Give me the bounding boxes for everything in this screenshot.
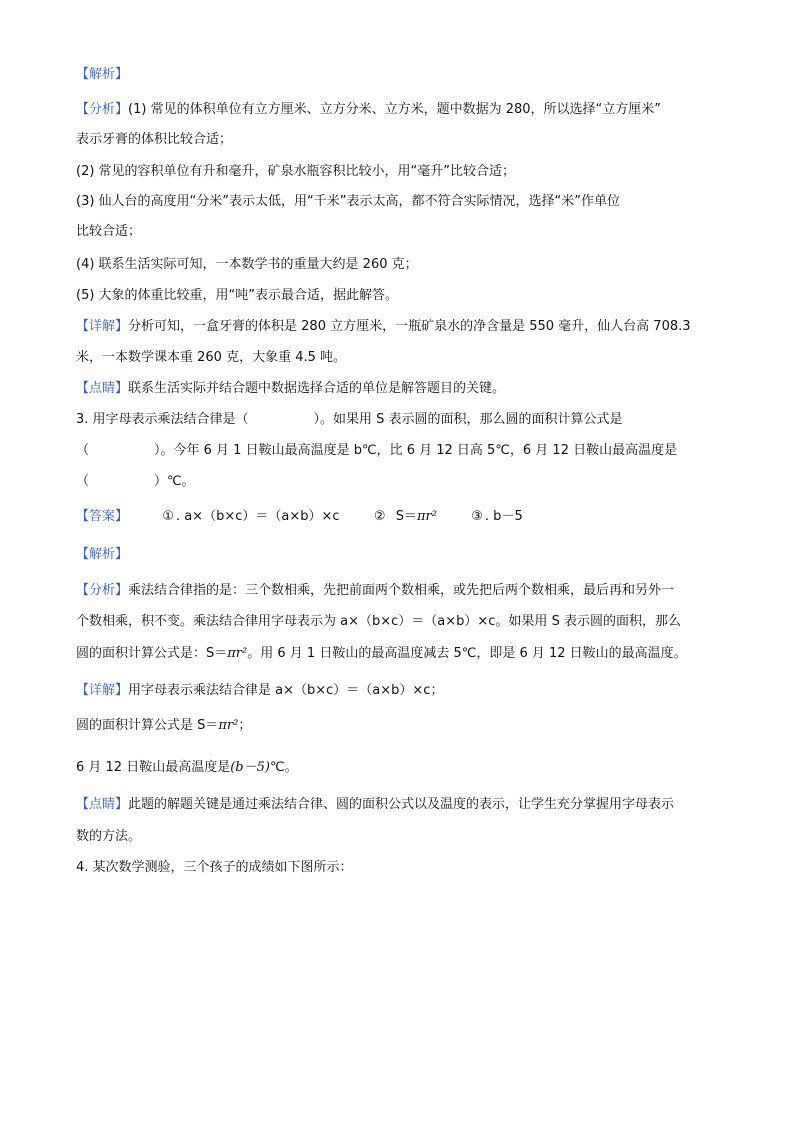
dianjing-q3-line2: 数的方法。 [76, 829, 142, 844]
answer-row: 【答案】 ① . a×（b×c）＝（a×b）×c ② S＝πr² ③ . b－5 [76, 509, 523, 524]
question-3-line1: 3. 用字母表示乘法结合律是（ ）。如果用 S 表示圆的面积，那么圆的面积计算公式是 [76, 412, 623, 427]
question-3-line3: （ ）℃。 [76, 474, 195, 489]
fenxi-q3-line2: 个数相乘，积不变。乘法结合律用字母表示为 a×（b×c）＝（a×b）×c。如果用 S 表示圆的面积，那么 [76, 614, 681, 629]
xiangjie-q3-3: 6 月 12 日鞍山最高温度是(b－5)℃。 [76, 760, 298, 775]
fenxi-2: (2) 常见的容积单位有升和毫升，矿泉水瓶容积比较小，用“毫升”比较合适； [76, 164, 516, 179]
question-4: 4. 某次数学测验，三个孩子的成绩如下图所示： [76, 860, 353, 875]
xiangjie-1-line2: 米，一本数学课本重 260 克，大象重 4.5 吨。 [76, 350, 347, 365]
dianjing-q3-line1: 【点睛】此题的解题关键是通过乘法结合律、圆的面积公式以及温度的表示，让学生充分掌握用字母表示 [76, 797, 675, 812]
fenxi-q3-line3: 圆的面积计算公式是：S＝πr²。用 6 月 1 日鞍山的最高温度减去 5℃，即是 6 月 12 日鞍山的最高温度。 [76, 646, 687, 661]
fenxi-q3-line1: 【分析】乘法结合律指的是：三个数相乘，先把前面两个数相乘，或先把后两个数相乘，最后再和另外一 [76, 583, 675, 598]
answer-3: ③ . b－5 [471, 509, 523, 524]
question-3-line2: （ ）。今年 6 月 1 日鞍山最高温度是 b℃，比 6 月 12 日高 5℃，6 月 12 日鞍山最高温度是 [76, 443, 678, 458]
jiexi-heading-2: 【解析】 [76, 547, 129, 562]
fenxi-5: (5) 大象的体重比较重，用“吨”表示最合适，据此解答。 [76, 288, 399, 303]
xiangjie-q3-1: 【详解】用字母表示乘法结合律是 a×（b×c）＝（a×b）×c； [76, 683, 444, 698]
dianjing-1: 【点睛】联系生活实际并结合题中数据选择合适的单位是解答题目的关键。 [76, 381, 506, 396]
xiangjie-q3-2: 圆的面积计算公式是 S＝πr²； [76, 718, 252, 733]
answer-1: ① . a×（b×c）＝（a×b）×c [162, 509, 340, 524]
fenxi-3-line1: (3) 仙人台的高度用“分米”表示太低，用“千米”表示太高，都不符合实际情况，选择“米”作单位 [76, 194, 620, 209]
fenxi-4: (4) 联系生活实际可知，一本数学书的重量大约是 260 克； [76, 257, 418, 272]
fenxi-3-line2: 比较合适； [76, 224, 142, 239]
fenxi-1-line2: 表示牙膏的体积比较合适； [76, 132, 233, 147]
jiexi-heading: 【解析】 [76, 67, 129, 82]
answer-2: ② S＝πr² [373, 509, 437, 524]
fenxi-1-line1: 【分析】(1) 常见的体积单位有立方厘米、立方分米、立方米，题中数据为 280，所以选择“立方厘米” [76, 102, 661, 117]
xiangjie-1-line1: 【详解】分析可知，一盒牙膏的体积是 280 立方厘米，一瓶矿泉水的净含量是 550 毫升，仙人台高 708.3 [76, 319, 691, 334]
